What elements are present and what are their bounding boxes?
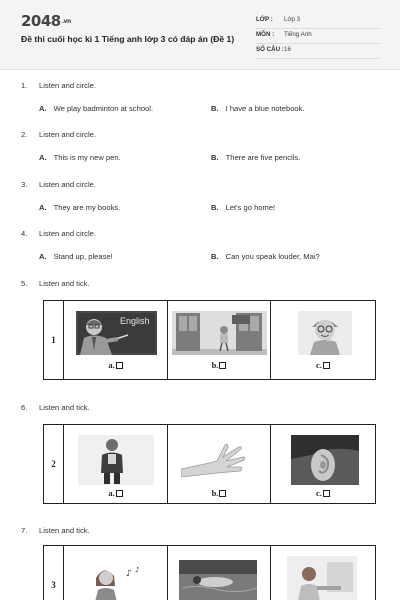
meta-question-count [256, 44, 380, 59]
choice-label: c. [316, 360, 322, 370]
option-text: I have a blue notebook. [225, 104, 305, 113]
tick-table-3 [43, 545, 376, 600]
choice-c[interactable] [271, 360, 375, 370]
tick-table-2 [43, 424, 376, 504]
swimming-image [179, 560, 257, 600]
choice-b[interactable] [168, 360, 270, 370]
question-number: 5. [21, 279, 28, 288]
tick-cell-c [271, 301, 376, 380]
document-title: Đề thi cuối học kì 1 Tiếng anh lớp 3 có đáp án (Đề 1) [21, 34, 235, 44]
option-letter: A. [39, 104, 47, 113]
teacher-board-image [76, 311, 157, 355]
checkbox-icon[interactable] [323, 362, 330, 369]
tick-cell-a [64, 425, 168, 504]
girl-singing-image [82, 556, 152, 600]
question-text: Listen and tick. [39, 279, 90, 288]
option-4b[interactable] [211, 252, 320, 261]
meta-label: LỚP : [256, 16, 273, 23]
hand-image [181, 439, 247, 477]
row-number: 3 [44, 546, 64, 600]
option-letter: A. [39, 252, 47, 261]
logo-main: 2048 [21, 12, 61, 30]
logo-tld: .vn [61, 18, 71, 25]
girl-drawing-image [287, 556, 357, 600]
row-number: 2 [44, 425, 64, 504]
question-text: Listen and circle. [39, 130, 96, 139]
question-number: 3. [21, 180, 28, 189]
row-number: 1 [44, 301, 64, 380]
option-letter: B. [211, 252, 219, 261]
meta-value: Lớp 3 [284, 16, 301, 23]
option-4a[interactable] [39, 252, 113, 261]
question-text: Listen and circle. [39, 229, 96, 238]
option-text: Can you speak louder, Mai? [225, 252, 320, 261]
option-letter: A. [39, 203, 47, 212]
choice-a[interactable] [64, 360, 167, 370]
question-number: 2. [21, 130, 28, 139]
option-1b[interactable] [211, 104, 305, 113]
site-logo[interactable] [21, 12, 71, 30]
choice-a[interactable] [64, 488, 167, 498]
board-text: English [120, 316, 150, 326]
tick-cell-c [271, 546, 376, 600]
question-number: 6. [21, 403, 28, 412]
option-3a[interactable] [39, 203, 120, 212]
option-text: We play badminton at school. [53, 104, 154, 113]
option-text: Stand up, please! [53, 252, 113, 261]
svg-text:♪: ♪ [135, 566, 140, 574]
choice-label: b. [211, 360, 219, 370]
tick-table-1 [43, 300, 376, 380]
option-3b[interactable] [211, 203, 275, 212]
classroom-door-image [172, 311, 267, 355]
checkbox-icon[interactable] [116, 362, 123, 369]
meta-value: 16 [284, 46, 291, 53]
choice-label: c. [316, 488, 322, 498]
option-letter: B. [211, 104, 219, 113]
choice-label: a. [108, 360, 115, 370]
option-text: This is my new pen. [53, 153, 121, 162]
option-text: There are five pencils. [225, 153, 301, 162]
option-letter: A. [39, 153, 47, 162]
tick-cell-b [168, 425, 271, 504]
ear-image [291, 435, 359, 485]
option-1a[interactable] [39, 104, 153, 113]
tick-cell-a [64, 546, 168, 600]
option-2a[interactable] [39, 153, 121, 162]
question-text: Listen and circle. [39, 81, 96, 90]
tick-cell-c [271, 425, 376, 504]
document-header [0, 0, 400, 70]
boy-standing-image [78, 435, 154, 485]
checkbox-icon[interactable] [219, 490, 226, 497]
question-number: 4. [21, 229, 28, 238]
option-text: They are my books. [53, 203, 121, 212]
checkbox-icon[interactable] [323, 490, 330, 497]
option-letter: B. [211, 203, 219, 212]
question-number: 1. [21, 81, 28, 90]
question-text: Listen and tick. [39, 403, 90, 412]
svg-text:♪: ♪ [126, 569, 132, 579]
option-text: Let's go home! [225, 203, 276, 212]
meta-value: Tiếng Anh [284, 31, 312, 38]
question-text: Listen and circle. [39, 180, 96, 189]
choice-c[interactable] [271, 488, 375, 498]
option-letter: B. [211, 153, 219, 162]
meta-label: SỐ CÂU : [256, 46, 284, 53]
checkbox-icon[interactable] [219, 362, 226, 369]
choice-b[interactable] [168, 488, 270, 498]
tick-cell-a [64, 301, 168, 380]
tick-cell-b [168, 301, 271, 380]
choice-label: b. [211, 488, 219, 498]
tick-cell-b [168, 546, 271, 600]
question-text: Listen and tick. [39, 526, 90, 535]
question-number: 7. [21, 526, 28, 535]
option-2b[interactable] [211, 153, 300, 162]
meta-subject [256, 29, 380, 44]
meta-label: MÔN : [256, 31, 275, 38]
checkbox-icon[interactable] [116, 490, 123, 497]
boy-glasses-image [298, 311, 352, 355]
choice-label: a. [108, 488, 115, 498]
meta-class [256, 14, 380, 29]
